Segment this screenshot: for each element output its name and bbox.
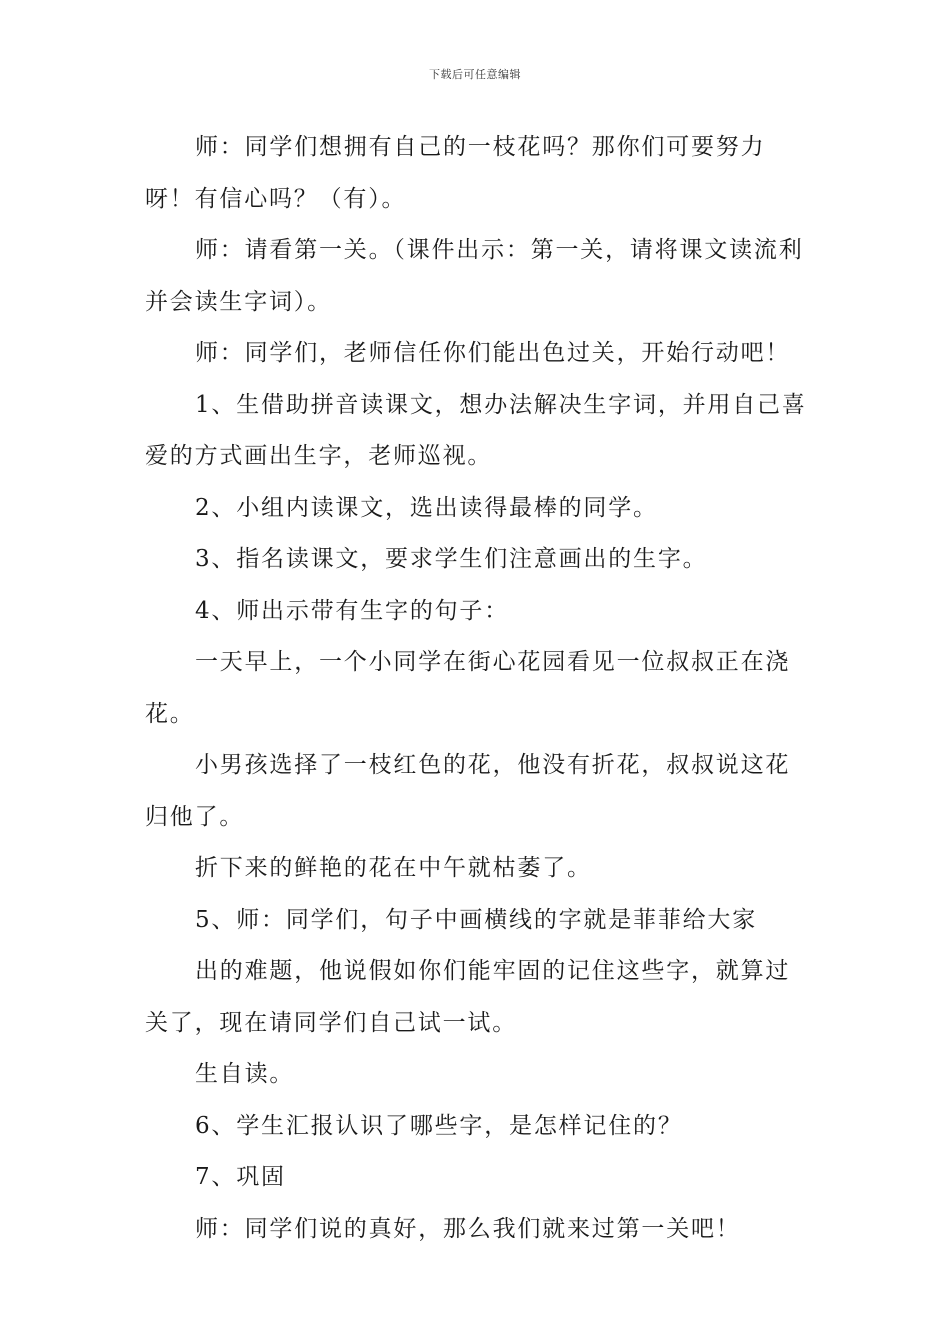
paragraph: 3、指名读课文，要求学生们注意画出的生字。 [195,546,708,572]
page-header: 下载后可任意编辑 [429,68,521,81]
paragraph: 师：请看第一关。（课件出示：第一关，请将课文读流利并会读生字词）。 [145,237,804,315]
paragraph: 生自读。 [195,1061,295,1087]
paragraph: 4、师出示带有生字的句子： [195,597,510,624]
paragraph: 出的难题，他说假如你们能牢固的记住这些字，就算过关了，现在请同学们自己试一试。 [145,958,791,1036]
paragraph: 师：同学们，老师信任你们能出色过关，开始行动吧！ [195,340,791,366]
document-body [145,122,810,1255]
paragraph: 小男孩选择了一枝红色的花，他没有折花，叔叔说这花归他了。 [145,752,791,830]
paragraph: 师：同学们想拥有自己的一枝花吗？那你们可要努力呀！有信心吗？（有）。 [145,134,766,212]
paragraph: 6、学生汇报认识了哪些字，是怎样记住的？ [195,1112,683,1139]
paragraph: 7、巩固 [195,1164,286,1190]
paragraph: 5、师：同学们，句子中画横线的字就是菲菲给大家 [195,906,758,933]
paragraph: 师：同学们说的真好，那么我们就来过第一关吧！ [195,1215,741,1242]
paragraph: 1、生借助拼音读课文，想办法解决生字词，并用自己喜爱的方式画出生字，老师巡视。 [145,391,807,469]
paragraph: 折下来的鲜艳的花在中午就枯萎了。 [195,855,592,881]
paragraph: 一天早上，一个小同学在街心花园看见一位叔叔正在浇花。 [145,649,791,727]
paragraph: 2、小组内读课文，选出读得最棒的同学。 [195,494,658,521]
